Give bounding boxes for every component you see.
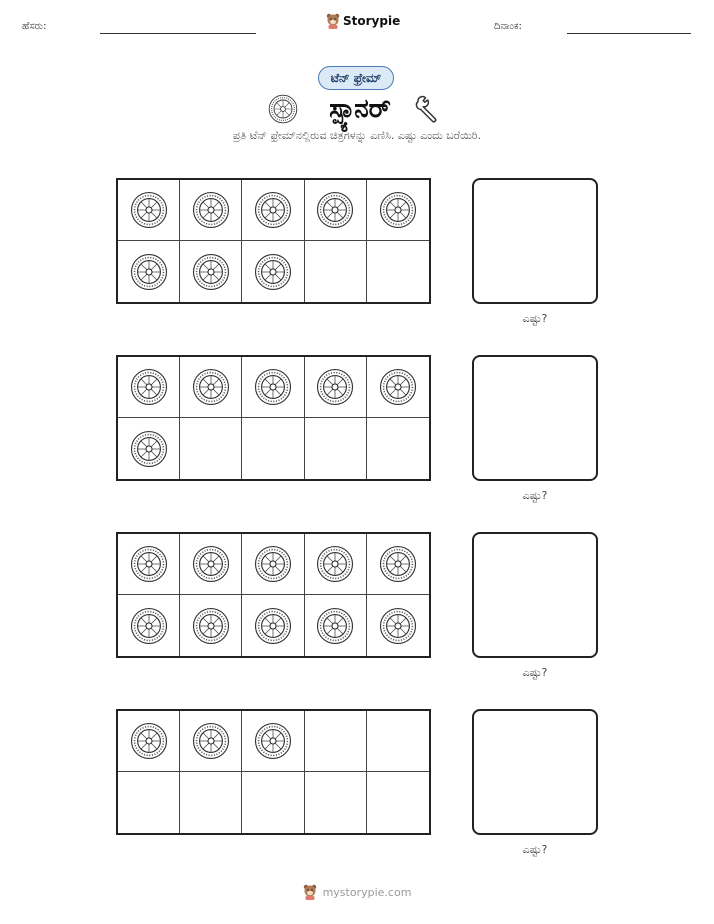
wheel-icon [379, 545, 417, 583]
wheel-icon [379, 368, 417, 406]
wheel-icon [379, 191, 417, 229]
ten-frame-cell [242, 180, 304, 241]
ten-frame-cell [305, 357, 367, 418]
ten-frame-cell [242, 595, 304, 656]
ten-frame-cell [180, 357, 242, 418]
ten-frame-cell [367, 357, 429, 418]
ten-frame-cell [118, 418, 180, 479]
ten-frame-cell [367, 711, 429, 772]
ten-frame-cell [242, 357, 304, 418]
ten-frame [116, 709, 431, 835]
wheel-icon [316, 545, 354, 583]
brand-logo [326, 13, 400, 29]
wheel-icon [254, 253, 292, 291]
ten-frame-cell [305, 711, 367, 772]
ten-frame-cell [367, 534, 429, 595]
ten-frame-cell [305, 534, 367, 595]
ten-frame-cell [118, 357, 180, 418]
answer-box[interactable] [472, 355, 598, 481]
wheel-icon [192, 722, 230, 760]
ten-frame-cell [180, 772, 242, 833]
wheel-icon [254, 607, 292, 645]
wheel-icon [316, 191, 354, 229]
ten-frame-cell [180, 711, 242, 772]
ten-frame-cell [118, 772, 180, 833]
bear-mascot-icon [303, 884, 317, 900]
how-many-label: ಎಷ್ಟು? [522, 489, 548, 502]
wheel-icon [130, 722, 168, 760]
name-label: ಹೆಸರು: [22, 21, 47, 32]
name-write-line[interactable] [100, 33, 256, 34]
ten-frame-cell [305, 418, 367, 479]
wheel-icon [192, 607, 230, 645]
wheel-icon [254, 191, 292, 229]
wheel-icon [130, 607, 168, 645]
ten-frame-cell [242, 711, 304, 772]
ten-frame-cell [367, 595, 429, 656]
ten-frame [116, 178, 431, 304]
ten-frame-cell [118, 180, 180, 241]
ten-frame [116, 355, 431, 481]
bear-mascot-icon [326, 13, 340, 29]
ten-frame-cell [367, 418, 429, 479]
wheel-icon [130, 253, 168, 291]
ten-frame-cell [118, 534, 180, 595]
wheel-icon [192, 191, 230, 229]
ten-frame-cell [242, 241, 304, 302]
wheel-icon [130, 191, 168, 229]
ten-frame-cell [305, 241, 367, 302]
wheel-icon [254, 545, 292, 583]
ten-frame-cell [242, 772, 304, 833]
ten-frame-cell [180, 180, 242, 241]
date-label: ದಿನಾಂಕ: [494, 21, 522, 32]
answer-box[interactable] [472, 709, 598, 835]
ten-frame-cell [180, 241, 242, 302]
wheel-icon [192, 368, 230, 406]
wheel-icon [130, 430, 168, 468]
ten-frame-cell [180, 595, 242, 656]
ten-frame [116, 532, 431, 658]
wheel-icon [130, 545, 168, 583]
ten-frame-cell [305, 772, 367, 833]
wheel-icon [192, 253, 230, 291]
how-many-label: ಎಷ್ಟು? [522, 666, 548, 679]
ten-frame-cell [242, 418, 304, 479]
ten-frame-cell [367, 241, 429, 302]
wheel-icon [379, 607, 417, 645]
ten-frame-cell [180, 534, 242, 595]
ten-frame-cell [367, 180, 429, 241]
ten-frame-cell [242, 534, 304, 595]
wheel-icon [268, 94, 298, 124]
worksheet-title: ಸ್ಪ್ಯಾನರ್ [329, 94, 391, 124]
footer-url[interactable]: mystorypie.com [322, 885, 412, 899]
how-many-label: ಎಷ್ಟು? [522, 843, 548, 856]
wheel-icon [316, 368, 354, 406]
instruction-text: ಪ್ರತಿ ಟೆನ್ ಫ್ರೇಮ್‌ನಲ್ಲಿರುವ ಚಿತ್ರಗಳನ್ನು ಎಣಿಸಿ. ಎಷ್ಟು ಎಂದು ಬರೆಯಿರಿ. [232, 129, 482, 142]
wrench-icon [414, 94, 446, 124]
wheel-icon [254, 368, 292, 406]
wheel-icon [130, 368, 168, 406]
footer [0, 884, 714, 900]
ten-frame-cell [305, 180, 367, 241]
ten-frame-cell [118, 595, 180, 656]
answer-box[interactable] [472, 532, 598, 658]
date-write-line[interactable] [567, 33, 691, 34]
ten-frame-cell [367, 772, 429, 833]
ten-frame-cell [118, 241, 180, 302]
wheel-icon [192, 545, 230, 583]
wheel-icon [254, 722, 292, 760]
how-many-label: ಎಷ್ಟು? [522, 312, 548, 325]
ten-frame-cell [118, 711, 180, 772]
ten-frame-cell [305, 595, 367, 656]
wheel-icon [316, 607, 354, 645]
ten-frame-cell [180, 418, 242, 479]
worksheet-type-badge: ಟೆನ್ ಫ್ರೇಮ್ [318, 66, 394, 90]
brand-name: Storypie [343, 14, 401, 28]
answer-box[interactable] [472, 178, 598, 304]
title-row [268, 92, 448, 126]
